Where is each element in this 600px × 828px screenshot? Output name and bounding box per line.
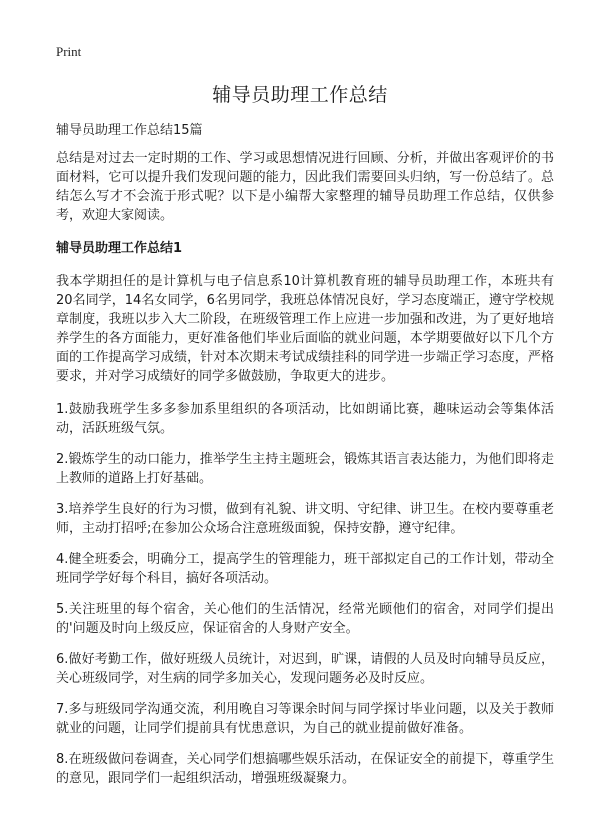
print-link[interactable]: Print: [56, 44, 82, 59]
list-item: 8.在班级做问卷调查，关心同学们想搞哪些娱乐活动，在保证安全的前提下，尊重学生的意见，跟同学们一起组织活动，增强班级凝聚力。: [56, 752, 554, 786]
section-paragraph: 我本学期担任的是计算机与电子信息系10计算机教育班的辅导员助理工作，本班共有20名同学，14名女同学，6名男同学，我班总体情况良好，学习态度端正，遵守学校规章制度，我班以步入大二阶段，在班级管理工作上应进一步加强和改进，为了更好地培养学生的各方面能力，更好准备他们毕业后面临的就业问题，本学期要做好以下几个方面的工作提高学习成绩，针对本次期末考试成绩挂科的同学进一步端正学习态度，严格要求，并对学习成绩好的同学多做鼓励，争取更大的进步。: [56, 274, 554, 384]
page-title: 辅导员助理工作总结: [212, 84, 388, 106]
document-body: [56, 149, 554, 800]
list-item: 6.做好考勤工作，做好班级人员统计，对迟到，旷课，请假的人员及时向辅导员反应，关心班级同学，对生病的同学多加关心，发现问题务必及时反应。: [56, 652, 554, 686]
list-item: 3.培养学生良好的行为习惯，做到有礼貌、讲文明、守纪律、讲卫生。在校内要尊重老师，主动打招呼;在参加公众场合注意班级面貌，保持安静，遵守纪律。: [56, 502, 554, 536]
section-heading: 辅导员助理工作总结1: [56, 241, 183, 256]
list-item: 5.关注班里的每个宿舍，关心他们的生活情况，经常光顾他们的宿舍，对同学们提出的'问题及时向上级反应，保证宿舍的人身财产安全。: [56, 602, 554, 636]
intro-paragraph: 总结是对过去一定时期的工作、学习或思想情况进行回顾、分析，并做出客观评价的书面材料，它可以提升我们发现问题的能力，因此我们需要回头归纳，写一份总结了。总结怎么写才不会流于形式呢？以下是小编帮大家整理的辅导员助理工作总结，仅供参考，欢迎大家阅读。: [56, 151, 554, 223]
list-item: 2.锻炼学生的动口能力，推举学生主持主题班会，锻炼其语言表达能力，为他们即将走上教师的道路上打好基础。: [56, 452, 554, 486]
list-item: 7.多与班级同学沟通交流，利用晚自习等课余时间与同学探讨毕业问题，以及关于教师就业的问题，让同学们提前具有忧患意识，为自己的就业提前做好准备。: [56, 702, 554, 736]
document-subtitle: 辅导员助理工作总结15篇: [56, 123, 203, 138]
list-item: 1.鼓励我班学生多多参加系里组织的各项活动，比如朗诵比赛，趣味运动会等集体活动，活跃班级气氛。: [56, 402, 554, 436]
list-item: 4.健全班委会，明确分工，提高学生的管理能力，班干部拟定自己的工作计划，带动全班同学学好每个科目，搞好各项活动。: [56, 552, 554, 586]
